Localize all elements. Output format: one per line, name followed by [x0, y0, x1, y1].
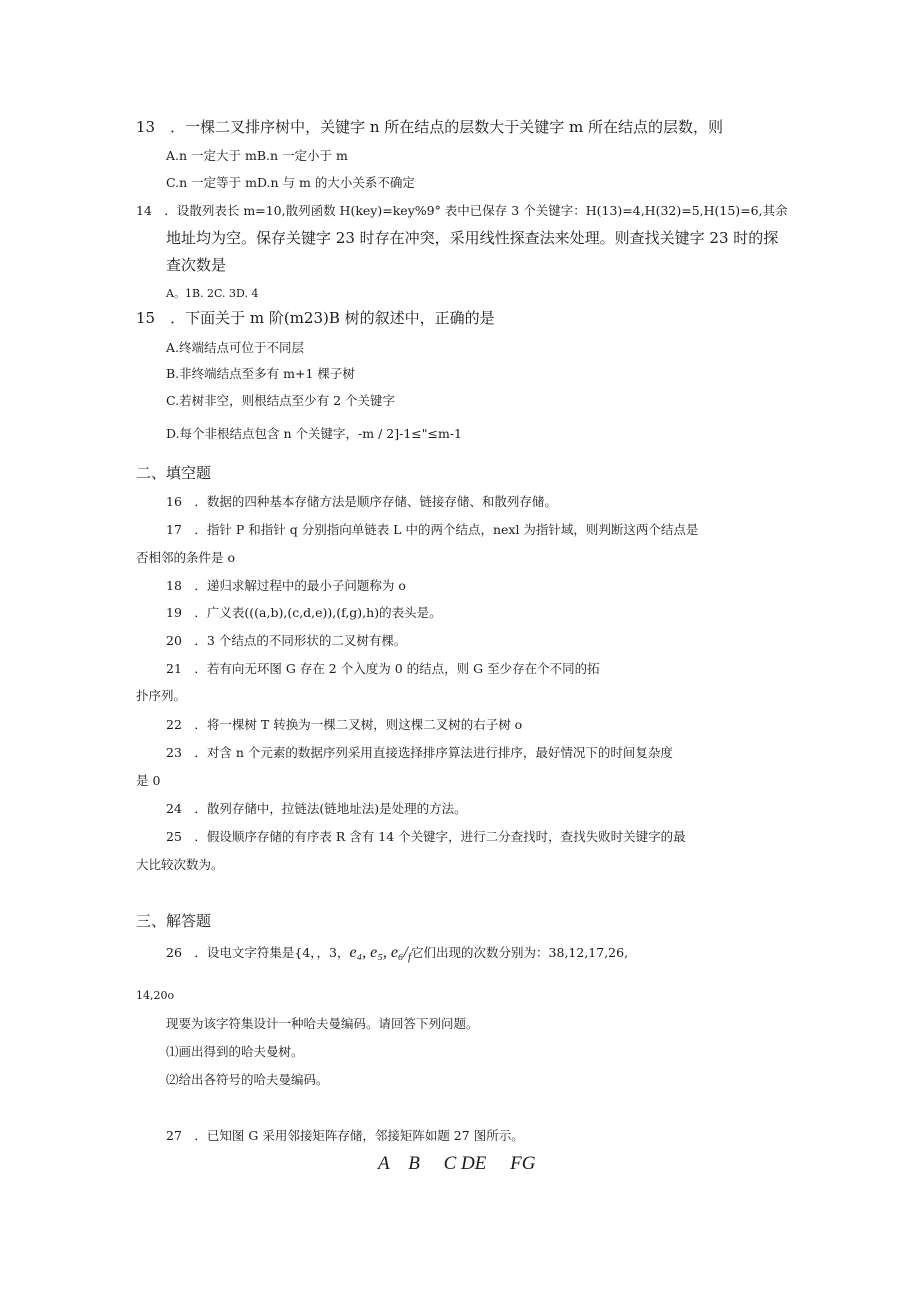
q13-options-cd: C.n 一定等于 mD.n 与 m 的大小关系不确定: [166, 175, 415, 190]
q20: 20 ．3 个结点的不同形状的二叉树有棵。: [166, 633, 407, 648]
q25-line1: 25 ．假设顺序存储的有序表 R 含有 14 个关键字，进行二分查找时，查找失败时关键字的最: [166, 829, 686, 844]
q14-line2: 地址均为空。保存关键字 23 时存在冲突，采用线性探查法来处理。则查找关键字 23 时的探: [166, 229, 779, 247]
q26-line1-prefix: 26 ．设电文字符集是{4，，3，: [166, 945, 350, 960]
q17-line1: 17 ．指针 P 和指针 q 分别指向单链表 L 中的两个结点，nexl 为指针域，则判断这两个结点是: [166, 522, 699, 537]
q15-option-d: D.每个非根结点包含 n 个关键字，-m / 2]-1≤"≤m-1: [166, 426, 463, 441]
q23-line1: 23 ．对含 n 个元素的数据序列采用直接选择排序算法进行排序，最好情况下的时间复杂度: [166, 745, 673, 760]
q22: 22 ．将一棵树 T 转换为一棵二叉树，则这棵二叉树的右子树 o: [166, 717, 523, 732]
q23-line2: 是 0: [136, 773, 161, 788]
q19: 19 ．广义表(((a,b),(c,d,e)),(f,g),h)的表头是。: [166, 605, 442, 620]
q15-option-b: B.非终端结点至多有 m+1 棵子树: [166, 366, 355, 381]
q17-line2: 否相邻的条件是 o: [136, 550, 235, 565]
q15-option-a: A.终端结点可位于不同层: [166, 340, 305, 355]
q18: 18 ．递归求解过程中的最小子问题称为 o: [166, 578, 406, 593]
q14-options: A。1B. 2C. 3D. 4: [166, 287, 259, 300]
q14-line3: 查次数是: [166, 256, 227, 274]
q26-line1-suffix: 它们出现的次数分别为：38,12,17,26,: [411, 945, 629, 960]
q16: 16 ．数据的四种基本存储方法是顺序存储、链接存储、和散列存储。: [166, 494, 557, 509]
section-2-heading: 二、填空题: [136, 464, 212, 482]
q26-line3: 现要为该字符集设计一种哈夫曼编码。请回答下列问题。: [166, 1016, 479, 1031]
q21-line2: 扑序列。: [136, 688, 187, 703]
q24: 24 ．散列存储中，拉链法(链地址法)是处理的方法。: [166, 801, 467, 816]
q13-stem: 13 ．一棵二叉排序树中，关键字 n 所在结点的层数大于关键字 m 所在结点的层数，则: [136, 118, 724, 136]
q26-slash: /: [403, 944, 408, 961]
q26-symbols: e₄, e₅, e₆: [349, 944, 404, 961]
q26-line1: [166, 943, 628, 967]
q14-line1: 14 ．设散列表长 m=10,散列函数 H(key)=key%9° 表中已保存 3 个关键字：H(13)=4,H(32)=5,H(15)=6,其余: [136, 203, 788, 218]
q25-line2: 大比较次数为。: [136, 857, 224, 872]
q26-subscript: f: [407, 951, 412, 963]
section-3-heading: 三、解答题: [136, 912, 212, 930]
q13-options-ab: A.n 一定大于 mB.n 一定小于 m: [166, 148, 348, 163]
q26-item1: ⑴画出得到的哈夫曼树。: [166, 1044, 304, 1059]
q21-line1: 21 ．若有向无环图 G 存在 2 个入度为 0 的结点，则 G 至少存在个不同的拓: [166, 661, 600, 676]
q26-item2: ⑵给出各符号的哈夫曼编码。: [166, 1072, 329, 1087]
q27-matrix-header: A B C DE FG: [378, 1153, 536, 1174]
q15-option-c: C.若树非空，则根结点至少有 2 个关键字: [166, 393, 395, 408]
q27-stem: 27 ．已知图 G 采用邻接矩阵存储，邻接矩阵如题 27 图所示。: [166, 1128, 524, 1143]
q15-stem: 15 ．下面关于 m 阶(m23)B 树的叙述中，正确的是: [136, 309, 495, 327]
q26-line2: 14,20o: [136, 989, 175, 1002]
